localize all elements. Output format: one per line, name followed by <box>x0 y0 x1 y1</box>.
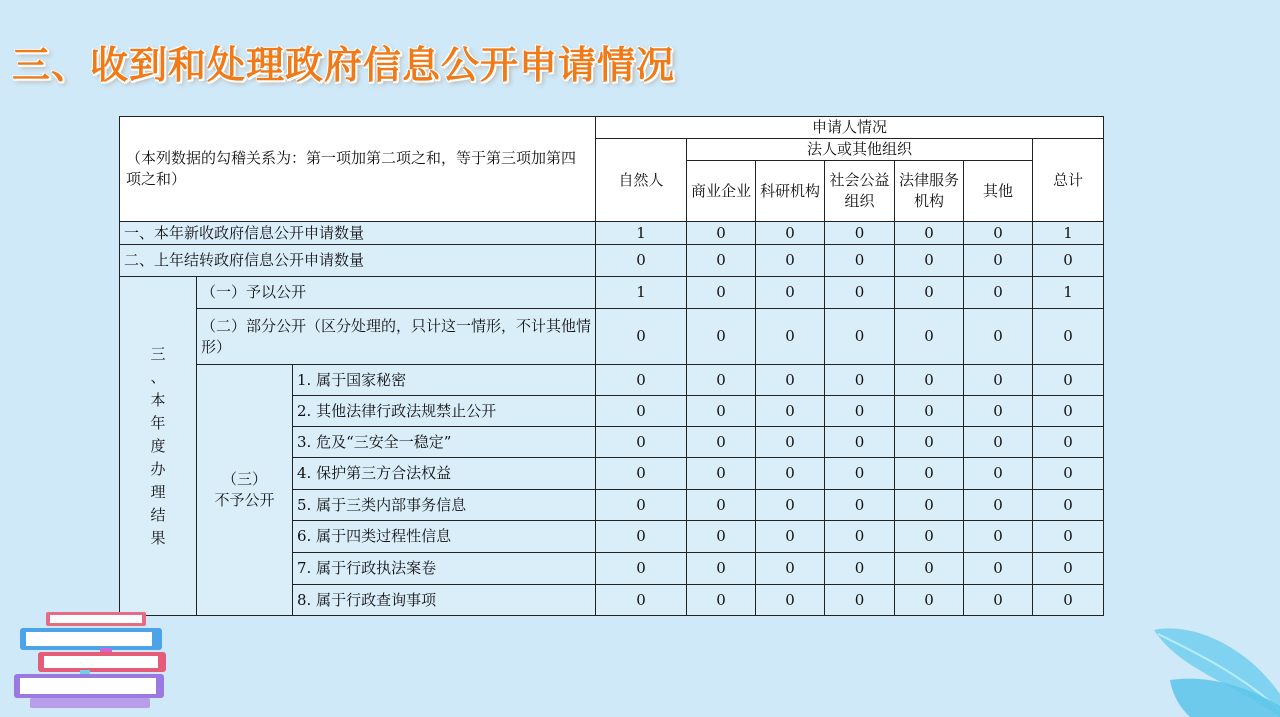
cell-value: 0 <box>964 277 1033 309</box>
table-row <box>120 365 1104 396</box>
cell-value: 0 <box>1033 309 1104 365</box>
cell-value: 0 <box>687 585 756 616</box>
row-label: 2. 其他法律行政法规禁止公开 <box>293 396 596 427</box>
cell-value: 0 <box>1033 396 1104 427</box>
report-table <box>119 116 1104 616</box>
cell-value: 0 <box>756 396 825 427</box>
cell-value: 0 <box>596 585 687 616</box>
row-label: 4. 保护第三方合法权益 <box>293 458 596 490</box>
cell-value: 0 <box>964 396 1033 427</box>
row-label: 7. 属于行政执法案卷 <box>293 553 596 585</box>
cell-value: 1 <box>596 222 687 245</box>
cell-value: 0 <box>596 245 687 277</box>
cell-value: 0 <box>756 427 825 458</box>
legal-group-header: 法人或其他组织 <box>687 139 1033 161</box>
cell-value: 0 <box>825 427 895 458</box>
cell-value: 0 <box>964 365 1033 396</box>
cell-value: 0 <box>687 222 756 245</box>
cell-value: 0 <box>756 458 825 490</box>
cell-value: 0 <box>1033 427 1104 458</box>
cell-value: 0 <box>687 521 756 553</box>
cell-value: 0 <box>825 245 895 277</box>
cell-value: 0 <box>687 458 756 490</box>
cell-value: 0 <box>756 277 825 309</box>
cell-value: 0 <box>596 427 687 458</box>
deny-group-prefix: （三） <box>221 470 267 488</box>
row-label: 3. 危及“三安全一稳定” <box>293 427 596 458</box>
row-label: 5. 属于三类内部事务信息 <box>293 490 596 521</box>
cell-value: 0 <box>756 490 825 521</box>
cell-value: 0 <box>825 521 895 553</box>
table-row <box>120 277 1104 309</box>
cell-value: 0 <box>687 396 756 427</box>
cell-value: 0 <box>825 309 895 365</box>
cell-value: 0 <box>825 222 895 245</box>
cell-value: 0 <box>964 245 1033 277</box>
cell-value: 0 <box>596 490 687 521</box>
row-label: 6. 属于四类过程性信息 <box>293 521 596 553</box>
cell-value: 0 <box>1033 585 1104 616</box>
cell-value: 0 <box>825 490 895 521</box>
cell-value: 0 <box>895 585 964 616</box>
cell-value: 0 <box>596 521 687 553</box>
cell-value: 0 <box>756 222 825 245</box>
row-label: 1. 属于国家秘密 <box>293 365 596 396</box>
cell-value: 1 <box>1033 222 1104 245</box>
cell-value: 0 <box>596 396 687 427</box>
cell-value: 0 <box>895 222 964 245</box>
table-row <box>120 222 1104 245</box>
cell-value: 0 <box>1033 553 1104 585</box>
cell-value: 0 <box>895 427 964 458</box>
cell-value: 0 <box>687 277 756 309</box>
cell-value: 0 <box>687 245 756 277</box>
cell-value: 1 <box>1033 277 1104 309</box>
cell-value: 0 <box>895 309 964 365</box>
cell-value: 0 <box>964 309 1033 365</box>
legal-service-header: 法律服务机构 <box>895 161 964 222</box>
cell-value: 0 <box>895 396 964 427</box>
cell-value: 0 <box>1033 458 1104 490</box>
cell-value: 0 <box>756 309 825 365</box>
row-label: 8. 属于行政查询事项 <box>293 585 596 616</box>
cell-value: 0 <box>895 277 964 309</box>
cell-value: 0 <box>596 553 687 585</box>
cell-value: 0 <box>596 365 687 396</box>
result-group-label: 三 、 本 年 度 办 理 结 果 <box>150 344 166 547</box>
result-group-cell <box>120 277 197 616</box>
cell-value: 0 <box>756 521 825 553</box>
cell-value: 0 <box>1033 365 1104 396</box>
cell-value: 0 <box>756 585 825 616</box>
cell-value: 0 <box>596 309 687 365</box>
cell-value: 0 <box>1033 521 1104 553</box>
leaf-icon <box>1150 622 1280 717</box>
cell-value: 0 <box>687 553 756 585</box>
commercial-header: 商业企业 <box>687 161 756 222</box>
applicant-group-header: 申请人情况 <box>596 117 1104 139</box>
row-label: 一、本年新收政府信息公开申请数量 <box>120 222 596 245</box>
cell-value: 0 <box>895 490 964 521</box>
cell-value: 0 <box>964 490 1033 521</box>
cell-value: 0 <box>825 553 895 585</box>
cell-value: 0 <box>895 553 964 585</box>
page-title: 三、收到和处理政府信息公开申请情况 <box>12 43 676 87</box>
cell-value: 0 <box>825 396 895 427</box>
row-label: （一）予以公开 <box>197 277 596 309</box>
table-row <box>120 245 1104 277</box>
cell-value: 0 <box>687 490 756 521</box>
cell-value: 0 <box>825 585 895 616</box>
cell-value: 0 <box>756 553 825 585</box>
cell-value: 0 <box>756 365 825 396</box>
cell-value: 0 <box>687 427 756 458</box>
cell-value: 0 <box>895 245 964 277</box>
natural-person-header: 自然人 <box>596 139 687 222</box>
cell-value: 0 <box>596 458 687 490</box>
cell-value: 0 <box>964 222 1033 245</box>
total-header: 总计 <box>1033 139 1104 222</box>
cell-value: 0 <box>687 365 756 396</box>
deny-group-label: 不予公开 <box>214 491 275 509</box>
cell-value: 0 <box>964 585 1033 616</box>
social-header: 社会公益组织 <box>825 161 895 222</box>
row-label: 二、上年结转政府信息公开申请数量 <box>120 245 596 277</box>
stacked-books-icon <box>8 608 173 715</box>
cell-value: 0 <box>756 245 825 277</box>
cell-value: 0 <box>964 458 1033 490</box>
cell-value: 0 <box>895 365 964 396</box>
note-cell: （本列数据的勾稽关系为：第一项加第二项之和，等于第三项加第四项之和） <box>120 117 596 222</box>
cell-value: 0 <box>687 309 756 365</box>
research-header: 科研机构 <box>756 161 825 222</box>
cell-value: 0 <box>1033 490 1104 521</box>
cell-value: 1 <box>596 277 687 309</box>
cell-value: 0 <box>964 553 1033 585</box>
row-label: （二）部分公开（区分处理的，只计这一情形，不计其他情形） <box>197 309 596 365</box>
deny-group-cell <box>197 365 293 616</box>
cell-value: 0 <box>964 427 1033 458</box>
other-header: 其他 <box>964 161 1033 222</box>
cell-value: 0 <box>895 521 964 553</box>
cell-value: 0 <box>825 458 895 490</box>
cell-value: 0 <box>825 365 895 396</box>
cell-value: 0 <box>1033 245 1104 277</box>
table-row <box>120 309 1104 365</box>
cell-value: 0 <box>895 458 964 490</box>
cell-value: 0 <box>964 521 1033 553</box>
cell-value: 0 <box>825 277 895 309</box>
